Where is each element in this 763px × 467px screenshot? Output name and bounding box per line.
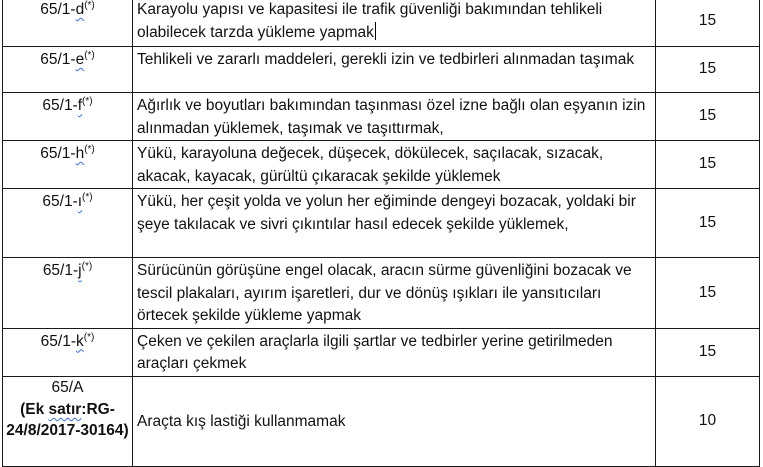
- table-row: [3, 258, 760, 329]
- table-row: [3, 189, 760, 258]
- violation-description-cell[interactable]: Yükü, her çeşit yolda ve yolun her eğiminde dengeyi bozacak, yoldaki bir şeye takılacak ve sivri çıkıntılar hasıl edecek şekilde yüklemek,: [133, 189, 656, 258]
- text-cursor: [375, 22, 376, 40]
- table-row: [3, 93, 760, 141]
- penalty-points-cell: 15: [656, 328, 760, 376]
- table-row: [3, 0, 760, 47]
- table-row: [3, 47, 760, 93]
- article-code-cell: [3, 376, 133, 466]
- article-code-cell: 65/1-j(*): [3, 258, 133, 329]
- violation-description-cell[interactable]: Yükü, karayoluna değecek, düşecek, dökülecek, saçılacak, sızacak, akacak, kayacak, gürültü çıkaracak şekilde yüklemek: [133, 141, 656, 189]
- article-code: 65/A: [51, 378, 84, 396]
- penalty-points-cell: 15: [656, 258, 760, 329]
- table-row: [3, 141, 760, 189]
- article-code-cell: 65/1-e(*): [3, 47, 133, 93]
- article-code-cell: 65/1-d(*): [3, 0, 133, 47]
- violation-description-cell[interactable]: Sürücünün görüşüne engel olacak, aracın sürme güvenliğini bozacak ve tescil plakaları, ayırım işaretleri, dur ve dönüş ışıkları ile yansıtıcıları örtecek şekilde yükleme yapmak: [133, 258, 656, 329]
- article-code-cell: 65/1-k(*): [3, 328, 133, 376]
- penalty-points-cell: 15: [656, 0, 760, 47]
- amendment-note: (Ek satır:RG-24/8/2017-30164): [6, 401, 129, 439]
- violation-description-cell[interactable]: Çeken ve çekilen araçlarla ilgili şartlar ve tedbirler yerine getirilmeden araçları çekmek: [133, 328, 656, 376]
- penalty-points-cell: 15: [656, 93, 760, 141]
- article-code-cell: 65/1-ı(*): [3, 189, 133, 258]
- violation-description-cell[interactable]: Tehlikeli ve zararlı maddeleri, gerekli izin ve tedbirleri alınmadan taşımak: [133, 47, 656, 93]
- article-code-cell: 65/1-h(*): [3, 141, 133, 189]
- violation-description-cell[interactable]: Ağırlık ve boyutları bakımından taşınması özel izne bağlı olan eşyanın izin alınmadan yüklemek, taşımak ve taşıttırmak,: [133, 93, 656, 141]
- penalty-points-cell: 10: [656, 376, 760, 466]
- table-row: [3, 376, 760, 466]
- penalty-points-cell: 15: [656, 141, 760, 189]
- penalty-table: [2, 0, 760, 467]
- penalty-points-cell: 15: [656, 47, 760, 93]
- violation-description-cell[interactable]: Karayolu yapısı ve kapasitesi ile trafik güvenliği bakımından tehlikeli olabilecek tarzda yükleme yapmak: [133, 0, 656, 47]
- penalty-points-cell: 15: [656, 189, 760, 258]
- article-code-cell: 65/1-f(*): [3, 93, 133, 141]
- table-row: [3, 328, 760, 376]
- violation-description-cell[interactable]: Araçta kış lastiği kullanmamak: [133, 376, 656, 466]
